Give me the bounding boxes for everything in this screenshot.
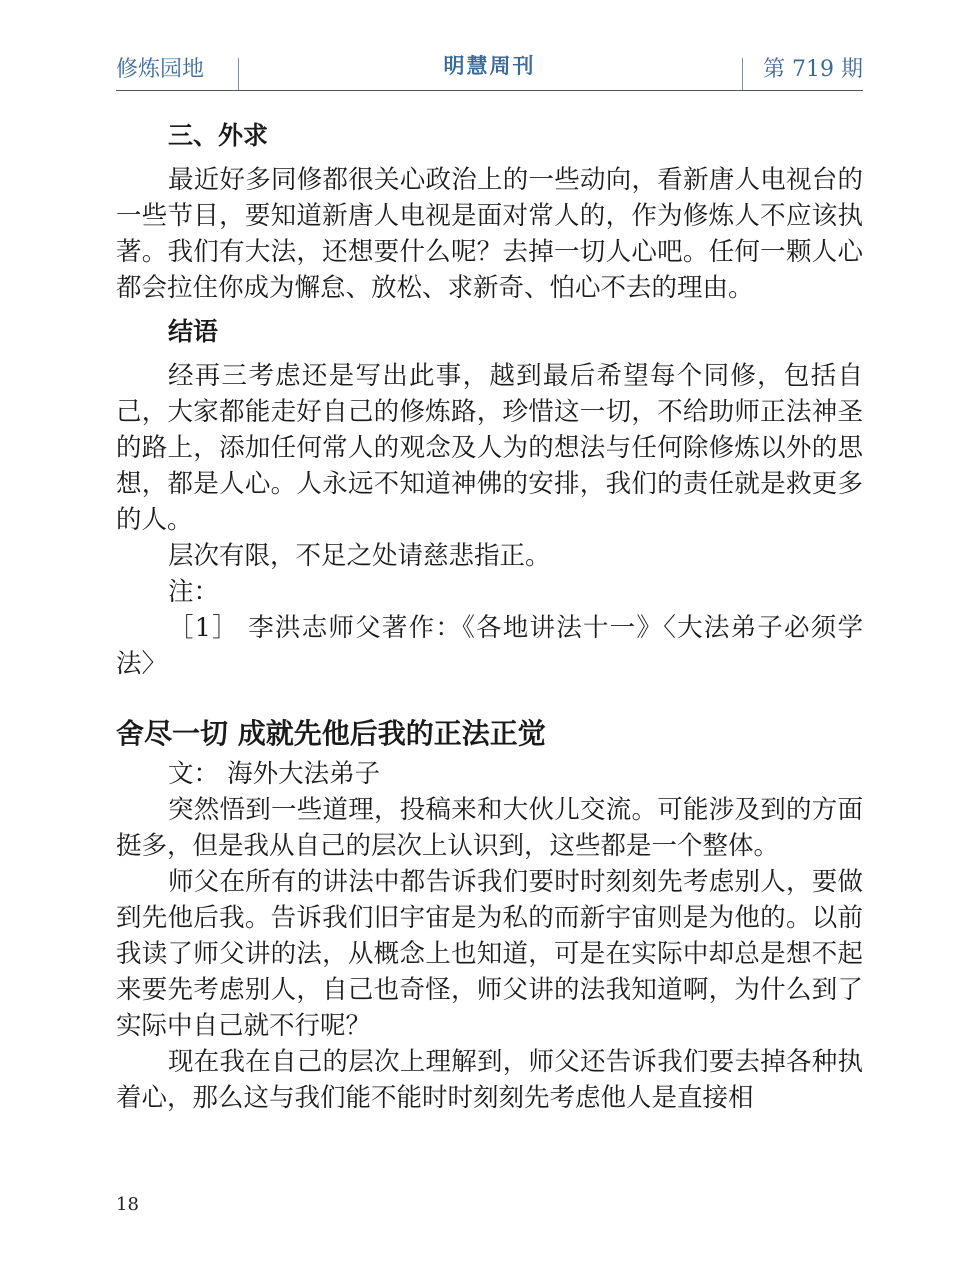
page-number: 18 — [116, 1194, 139, 1215]
article-body — [116, 118, 863, 1116]
paragraph: 现在我在自己的层次上理解到，师父还告诉我们要去掉各种执着心，那么这与我们能不能时时刻刻先考虑他人是直接相 — [116, 1047, 863, 1113]
page-header — [116, 48, 863, 92]
note-label: 注： — [168, 577, 220, 607]
subheading-external-seeking: 三、外求 — [168, 121, 269, 150]
paragraph: 突然悟到一些道理，投稿来和大伙儿交流。可能涉及到的方面挺多，但是我从自己的层次上认识到，这些都是一个整体。 — [116, 795, 863, 861]
article-title: 舍尽一切 成就先他后我的正法正觉 — [116, 717, 546, 750]
issue-number: 第 719 期 — [763, 57, 863, 82]
header-rule — [116, 90, 863, 91]
section-name: 修炼园地 — [116, 57, 205, 82]
subheading-conclusion: 结语 — [168, 317, 219, 346]
byline: 文： 海外大法弟子 — [168, 759, 381, 789]
header-divider-right — [742, 58, 743, 90]
paragraph: 师父在所有的讲法中都告诉我们要时时刻刻先考虑别人，要做到先他后我。告诉我们旧宇宙是为私的而新宇宙则是为他的。以前我读了师父讲的法，从概念上也知道，可是在实际中却总是想不起来要先考虑别人，自己也奇怪，师父讲的法我知道啊，为什么到了实际中自己就不行呢？ — [116, 867, 863, 1041]
publication-name: 明慧周刊 — [443, 54, 536, 78]
paragraph: 最近好多同修都很关心政治上的一些动向，看新唐人电视台的一些节目，要知道新唐人电视是面对常人的，作为修炼人不应该执著。我们有大法，还想要什么呢？去掉一切人心吧。任何一颗人心都会拉住你成为懈怠、放松、求新奇、怕心不去的理由。 — [116, 165, 863, 303]
footnote: ［1］ 李洪志师父著作：《各地讲法十一》〈大法弟子必须学法〉 — [116, 613, 863, 679]
paragraph: 层次有限，不足之处请慈悲指正。 — [168, 541, 551, 571]
paragraph: 经再三考虑还是写出此事，越到最后希望每个同修，包括自己，大家都能走好自己的修炼路，珍惜这一切，不给助师正法神圣的路上，添加任何常人的观念及人为的想法与任何除修炼以外的思想，都是人心。人永远不知道神佛的安排，我们的责任就是救更多的人。 — [116, 361, 863, 535]
